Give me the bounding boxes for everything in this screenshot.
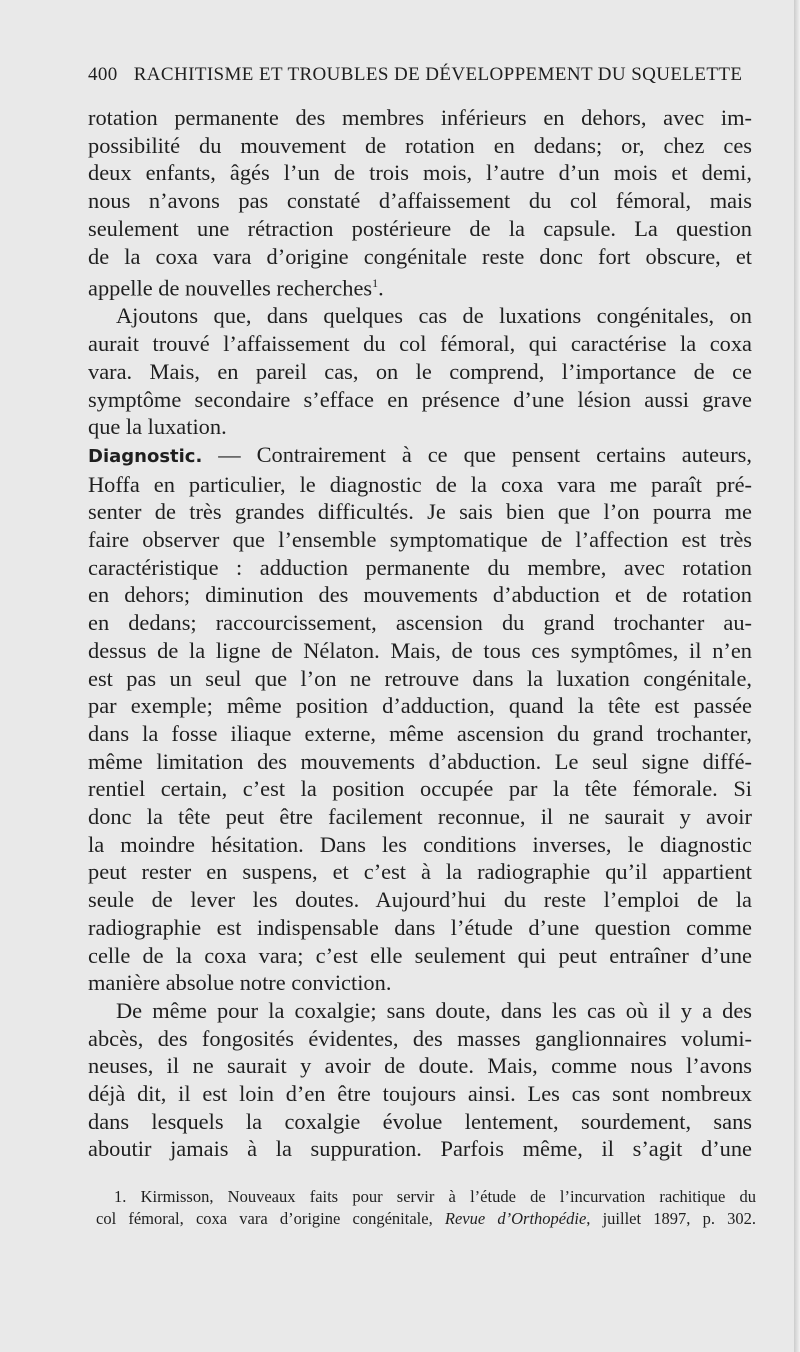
- text-line: celle de la coxa vara; c’est elle seulement qui peut entraîner d’une: [88, 942, 752, 968]
- text-fragment: appelle de nouvelles recherches: [88, 275, 373, 301]
- text-line: donc la tête peut être facilement reconnue, il ne saurait y avoir: [88, 804, 752, 830]
- text-line: symptôme secondaire s’efface en présence d’une lésion aussi grave: [88, 386, 752, 412]
- text-line: par exemple; même position d’adduction, quand la tête est passée: [88, 693, 752, 719]
- text-line: dessus de la ligne de Nélaton. Mais, de tous ces symptômes, il n’en: [88, 637, 752, 663]
- text-line: la moindre hésitation. Dans les conditions inverses, le diagnostic: [88, 831, 752, 857]
- text-fragment: col fémoral, coxa vara d’origine congénitale,: [96, 1209, 445, 1228]
- text-line: possibilité du mouvement de rotation en dedans; or, chez ces: [88, 132, 752, 158]
- text-line: en dedans; raccourcissement, ascension du grand trochanter au-: [88, 610, 752, 636]
- text-fragment: .: [378, 275, 384, 301]
- running-header: [88, 64, 743, 86]
- page-edge: [794, 0, 800, 1352]
- text-line: dans lesquels la coxalgie évolue lentement, sourdement, sans: [88, 1108, 752, 1134]
- text-line: Hoffa en particulier, le diagnostic de la coxa vara me paraît pré-: [88, 471, 752, 497]
- text-line: senter de très grandes difficultés. Je sais bien que l’on pourra me: [88, 499, 752, 525]
- text-line: aboutir jamais à la suppuration. Parfois même, il s’agit d’une: [88, 1136, 752, 1162]
- running-title: RACHITISME ET TROUBLES DE DÉVELOPPEMENT DU SQUELETTE: [133, 64, 743, 85]
- text-line: que la luxation.: [88, 414, 227, 440]
- text-line: nous n’avons pas constaté d’affaissement du col fémoral, mais: [88, 188, 752, 214]
- text-line: de la coxa vara d’origine congénitale reste donc fort obscure, et: [88, 243, 752, 269]
- text-line: deux enfants, âgés l’un de trois mois, l’autre d’un mois et demi,: [88, 160, 752, 186]
- text-line: faire observer que l’ensemble symptomatique de l’affection est très: [88, 527, 752, 553]
- text-line: en dehors; diminution des mouvements d’abduction et de rotation: [88, 582, 752, 608]
- text-line: est pas un seul que l’on ne retrouve dans la luxation congénitale,: [88, 665, 752, 691]
- text-line: [88, 270, 752, 302]
- page-number: 400: [88, 64, 118, 85]
- text-line: [88, 441, 752, 471]
- text-line: Ajoutons que, dans quelques cas de luxations congénitales, on: [116, 303, 752, 329]
- main-text: [88, 104, 752, 1163]
- text-line: seulement une rétraction postérieure de la capsule. La question: [88, 215, 752, 241]
- footnote-line: 1. Kirmisson, Nouveaux faits pour servir à l’étude de l’incurvation rachitique du: [114, 1187, 756, 1206]
- text-line: abcès, des fongosités évidentes, des masses ganglionnaires volumi-: [88, 1025, 752, 1051]
- text-line: rotation permanente des membres inférieurs en dehors, avec im-: [88, 105, 752, 130]
- section-heading-diagnostic: Diagnostic.: [88, 445, 203, 467]
- text-fragment: , juillet 1897, p. 302.: [586, 1209, 757, 1228]
- journal-title: Revue d’Orthopédie: [444, 1209, 587, 1228]
- text-line: aurait trouvé l’affaissement du col fémoral, qui caractérise la coxa: [88, 331, 752, 357]
- footnote: [96, 1186, 756, 1230]
- text-line: même limitation des mouvements d’abduction. Le seul signe diffé-: [88, 748, 752, 774]
- text-line: seule de lever les doutes. Aujourd’hui du reste l’emploi de la: [88, 887, 752, 913]
- text-line: peut rester en suspens, et c’est à la radiographie qu’il appartient: [88, 859, 752, 885]
- text-line: De même pour la coxalgie; sans doute, dans les cas où il y a des: [116, 997, 752, 1023]
- text-line: manière absolue notre conviction.: [88, 970, 392, 996]
- text-fragment: — Contrairement à ce que pensent certains auteurs,: [202, 441, 752, 467]
- text-line: vara. Mais, en pareil cas, on le comprend, l’importance de ce: [88, 358, 752, 384]
- text-line: radiographie est indispensable dans l’étude d’une question comme: [88, 914, 752, 940]
- footnote-line: [96, 1208, 756, 1230]
- text-line: déjà dit, il est loin d’en être toujours ainsi. Les cas sont nombreux: [88, 1081, 752, 1107]
- text-line: caractéristique : adduction permanente du membre, avec rotation: [88, 554, 752, 580]
- footnote-ref[interactable]: 1: [372, 276, 379, 291]
- text-line: neuses, il ne saurait y avoir de doute. Mais, comme nous l’avons: [88, 1053, 752, 1079]
- text-line: dans la fosse iliaque externe, même ascension du grand trochanter,: [88, 720, 752, 746]
- text-line: rentiel certain, c’est la position occupée par la tête fémorale. Si: [88, 776, 752, 802]
